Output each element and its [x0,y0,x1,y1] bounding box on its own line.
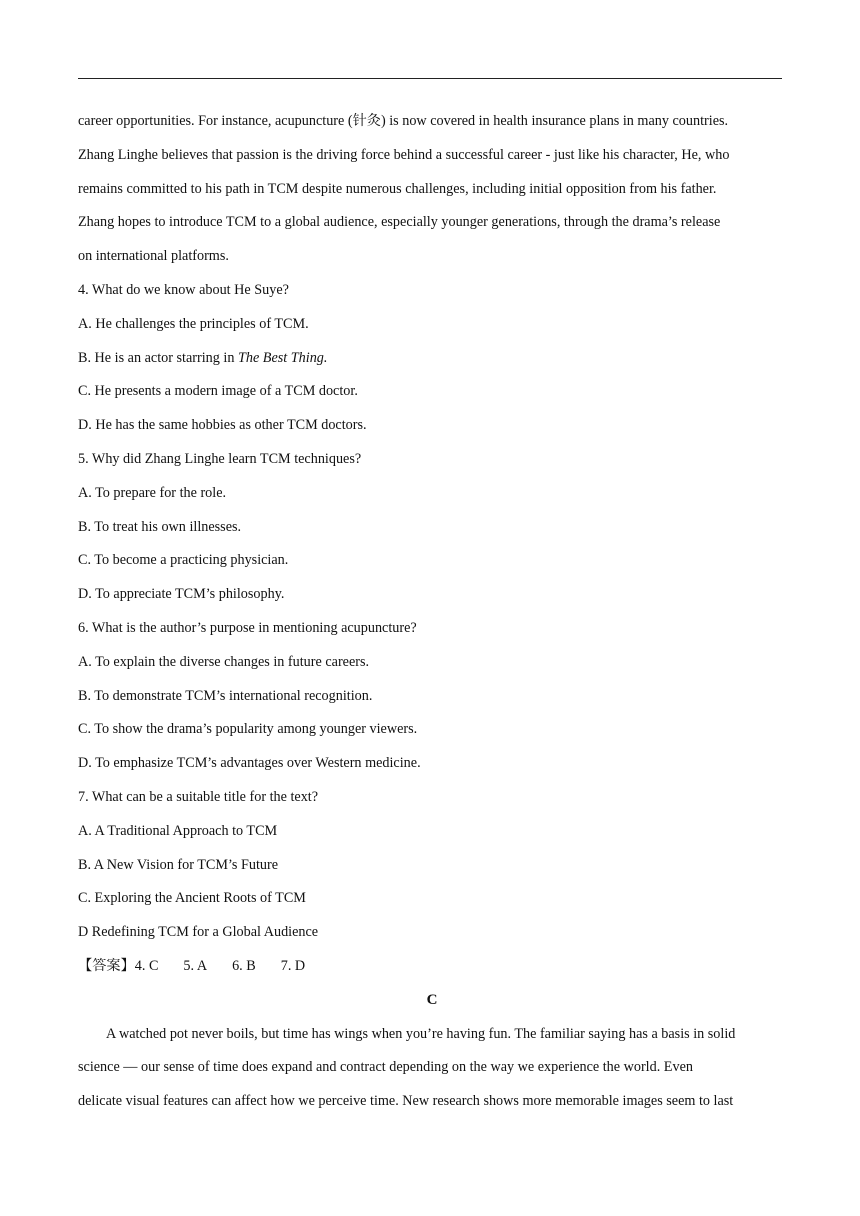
option-d: D Redefining TCM for a Global Audience [78,924,319,941]
option-c: C. To become a practicing physician. [78,552,289,569]
option-b [78,342,786,376]
answer-item: 7. D [280,957,306,974]
section-c-passage [78,1018,786,1119]
option-b: B. To demonstrate TCM’s international recognition. [78,687,373,704]
passage-line: A watched pot never boils, but time has wings when you’re having fun. The familiar saying has a basis in solid [106,1025,736,1042]
option-b-text: B. He is an actor starring in [78,349,238,366]
answer-item: 5. A [183,957,208,974]
option-b: B. A New Vision for TCM’s Future [78,856,279,873]
passage-line: delicate visual features can affect how we perceive time. New research shows more memorable images seem to last [78,1093,734,1110]
section-title: C [426,991,438,1008]
passage-line: on international platforms. [78,248,229,265]
answer-key [78,950,786,984]
option-d: D. To appreciate TCM’s philosophy. [78,586,285,603]
option-c: C. To show the drama’s popularity among younger viewers. [78,721,418,738]
question-stem: 7. What can be a suitable title for the text? [78,788,319,805]
document-body [78,105,786,1119]
question-7 [78,781,786,950]
option-a: A. To prepare for the role. [78,484,227,501]
header-rule [78,78,782,79]
option-a: A. He challenges the principles of TCM. [78,315,309,332]
option-c: C. Exploring the Ancient Roots of TCM [78,890,306,907]
passage-line: remains committed to his path in TCM despite numerous challenges, including initial opposition from his father. [78,180,717,197]
answer-item: 4. C [134,957,159,974]
answer-item: 6. B [232,957,256,974]
passage-line: Zhang Linghe believes that passion is the driving force behind a successful career - just like his character, He, who [78,146,730,163]
question-6 [78,612,786,781]
answer-label: 【答案】 [78,957,135,974]
option-b: B. To treat his own illnesses. [78,518,242,535]
passage-line: career opportunities. For instance, acupuncture (针灸) is now covered in health insurance plans in many countries. [78,113,729,129]
option-a: A. A Traditional Approach to TCM [78,822,278,839]
option-a: A. To explain the diverse changes in future careers. [78,653,370,670]
option-d: D. He has the same hobbies as other TCM doctors. [78,417,367,434]
option-c: C. He presents a modern image of a TCM doctor. [78,383,358,400]
question-4 [78,274,786,443]
question-stem: 6. What is the author’s purpose in mentioning acupuncture? [78,619,417,636]
passage-line: science — our sense of time does expand and contract depending on the way we experience the world. Even [78,1059,693,1076]
passage-continued [78,105,786,274]
question-stem: 4. What do we know about He Suye? [78,281,289,298]
option-d: D. To emphasize TCM’s advantages over Western medicine. [78,755,421,772]
question-5 [78,443,786,612]
passage-line: Zhang hopes to introduce TCM to a global audience, especially younger generations, through the drama’s release [78,214,721,231]
drama-title: The Best Thing. [237,349,328,366]
question-stem: 5. Why did Zhang Linghe learn TCM techniques? [78,450,362,467]
